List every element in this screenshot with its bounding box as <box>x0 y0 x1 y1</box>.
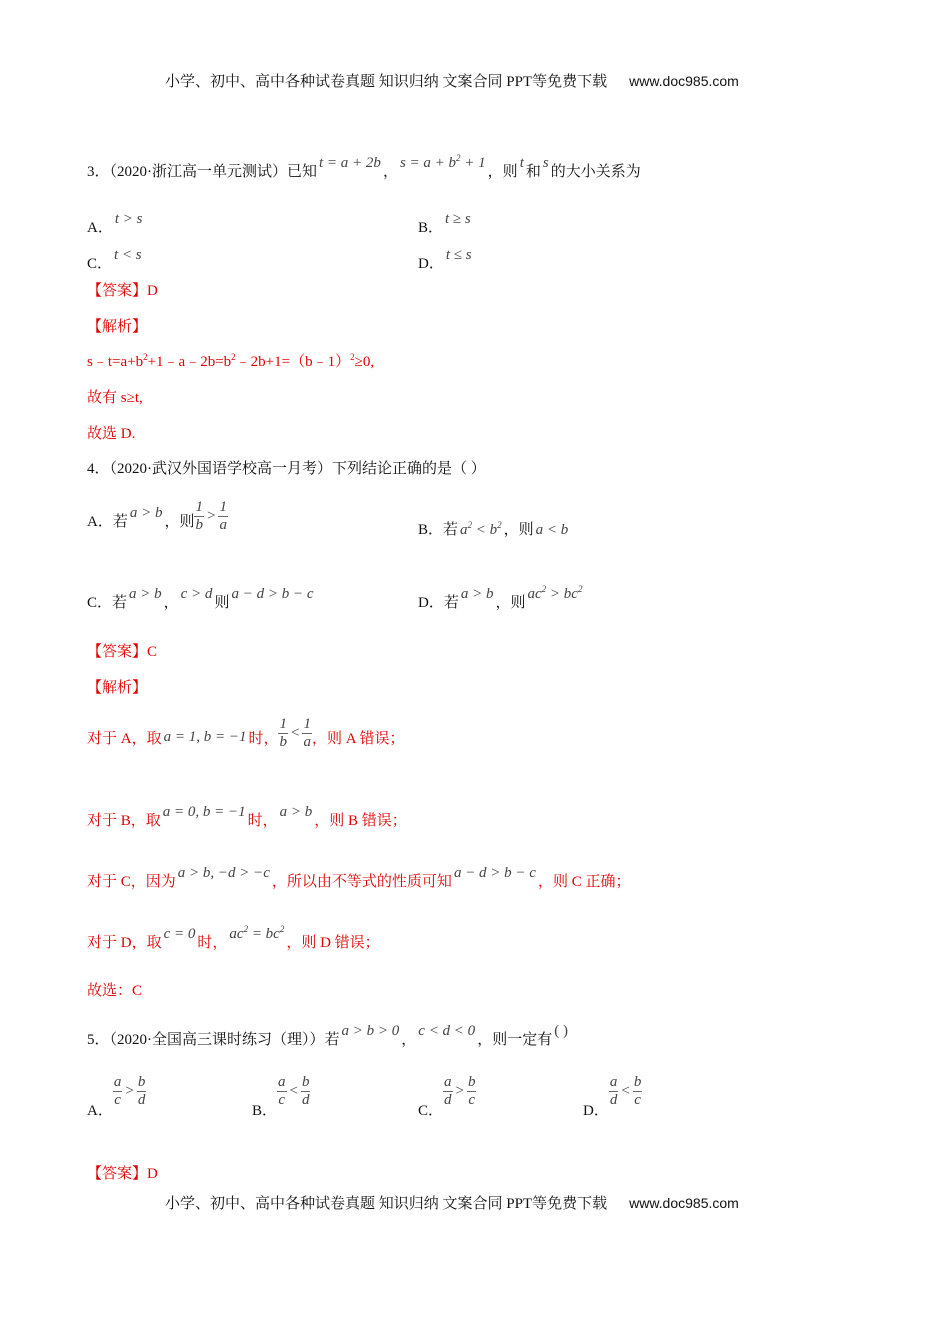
question-4: 4．（2020·武汉外国语学校高一月考）下列结论正确的是（ ） <box>87 461 486 477</box>
q-text: ，则 <box>487 164 518 180</box>
question-5: 5．（2020·全国高三课时练习（理））若a > b > 0，c < d < 0，则一定有( ) <box>87 1023 568 1048</box>
header-text: 小学、初中、高中各种试卷真题 知识归纳 文案合同 PPT等免费下载 <box>165 74 608 90</box>
option-a: A．t > s <box>87 211 143 236</box>
option-b: B． $\frac{a}{c}$ < $\frac{b}{d}$ <box>252 1074 310 1119</box>
footer-url[interactable]: www.doc985.com <box>629 1195 739 1211</box>
option-c: C． $\frac{a}{d}$ > $\frac{b}{c}$ <box>418 1074 476 1119</box>
solution-line: 故选：C <box>87 983 143 999</box>
math: t = a + 2b <box>319 155 381 171</box>
option-a: A． $\frac{a}{c}$ > $\frac{b}{d}$ <box>87 1074 146 1119</box>
math: $s = a + b^2 + 1$ <box>399 153 486 171</box>
q-text: 和 <box>525 164 541 180</box>
q-text: 的大小关系为 <box>550 164 641 180</box>
math: t <box>519 155 524 171</box>
answer-label: 【答案】C <box>87 644 158 660</box>
solution-line: 故选 D. <box>87 426 136 442</box>
option-b: B．若 $a^2 < b^2$ ，则 a < b <box>418 520 569 538</box>
question-3 <box>87 153 641 181</box>
analysis-label: 【解析】 <box>87 680 148 696</box>
solution-line: 对于 A，取 a = 1, b = −1 时， $\frac{1}{b}$ < $\frac{1}{a}$ ，则 A 错误； <box>87 716 405 750</box>
solution-line: 对于 C，因为a > b, −d > −c，所以由不等式的性质可知a − d > b − c，则 C 正确； <box>87 865 631 890</box>
math: s <box>542 155 549 171</box>
solution-line: $s﹣t=a+b^2+1﹣a﹣2b=b^2﹣2b+1=(b﹣1)^2\ge 0$, <box>87 352 375 370</box>
option-b: B．t ≥ s <box>418 211 471 236</box>
solution-line: 故有 s≥t, <box>87 390 143 406</box>
option-a: A．若a > b，则 $\frac{1}{b}$ > $\frac{1}{a}$ <box>87 499 227 533</box>
footer-text: 小学、初中、高中各种试卷真题 知识归纳 文案合同 PPT等免费下载 <box>165 1196 608 1212</box>
page-header <box>165 70 739 91</box>
page-footer <box>165 1192 739 1213</box>
q-text: ， <box>382 164 398 180</box>
option-d: D． $\frac{a}{d}$ < $\frac{b}{c}$ <box>583 1074 642 1119</box>
answer-label: 【答案】D <box>87 1166 158 1182</box>
answer-label: 【答案】D <box>87 283 158 299</box>
solution-line: 对于 B，取a = 0, b = −1时，a > b，则 B 错误； <box>87 804 407 829</box>
option-d: D．若a > b，则$ac^2 > bc^2$ <box>418 584 583 611</box>
option-c: C．t < s <box>87 247 142 272</box>
analysis-label: 【解析】 <box>87 319 148 335</box>
option-c: C．若a > b，c > d则a − d > b − c <box>87 586 314 611</box>
header-url[interactable]: www.doc985.com <box>629 73 739 89</box>
q-num: 3． <box>87 164 110 180</box>
option-d: D．t ≤ s <box>418 247 472 272</box>
q-text: （2020·浙江高一单元测试）已知 <box>109 164 318 180</box>
solution-line: 对于 D，取c = 0时，$ac^2 = bc^2$，则 D 错误； <box>87 924 380 951</box>
